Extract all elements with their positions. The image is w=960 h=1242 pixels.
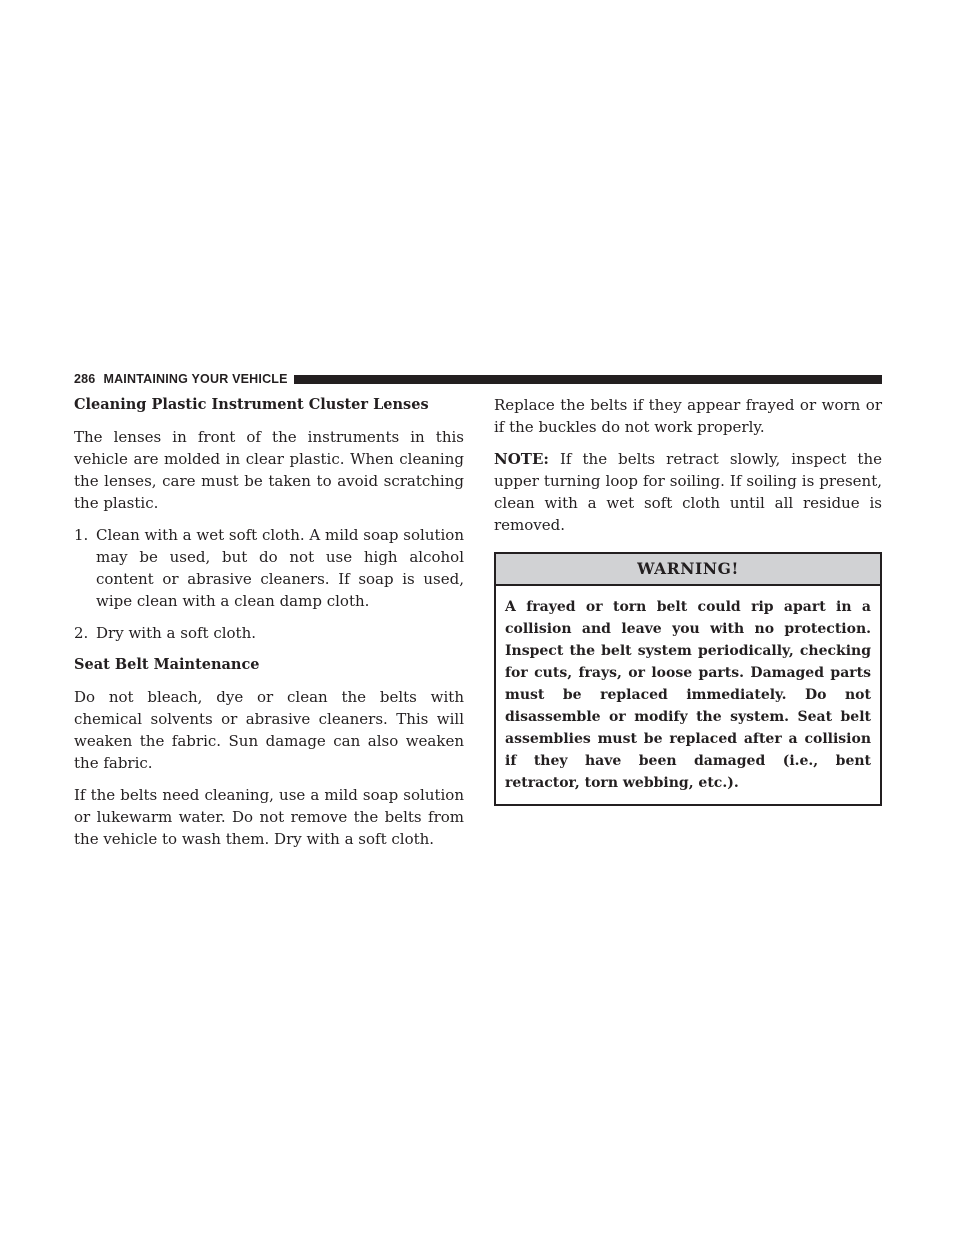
right-column [494, 394, 882, 806]
section-title: MAINTAINING YOUR VEHICLE [103, 372, 288, 386]
heading-cleaning-lenses: Cleaning Plastic Instrument Cluster Lenses [74, 396, 429, 413]
list-item-text: Clean with a wet soft cloth. A mild soap solution may be used, but do not use high alcohol content or abrasive cleaners. If soap is used, wipe clean with a clean damp cloth. [96, 526, 464, 610]
paragraph-cleaning-belts: If the belts need cleaning, use a mild soap solution or lukewarm water. Do not remove the belts from the vehicle to wash them. Dry with a soft cloth. [74, 786, 464, 848]
note-label: NOTE: [494, 450, 549, 468]
page-header [74, 372, 882, 386]
header-rule [294, 375, 882, 384]
list-item-text: Dry with a soft cloth. [96, 624, 257, 642]
left-column [74, 394, 464, 860]
warning-title: WARNING! [496, 554, 880, 586]
list-item [74, 524, 464, 612]
warning-box [494, 552, 882, 806]
note-paragraph [494, 448, 882, 536]
warning-text: A frayed or torn belt could rip apart in a collision and leave you with no protection. Inspect the belt system periodically, checking for cuts, frays, or loose parts. Damaged parts must be replaced immediately. Do not disassemble or modify the system. Seat belt assemblies must be replaced after a collision if they have been damaged (i.e., bent retractor, torn webbing, etc.). [505, 599, 871, 791]
paragraph-replace-belts: Replace the belts if they appear frayed or worn or if the buckles do not work properly. [494, 396, 882, 436]
note-text: If the belts retract slowly, inspect the upper turning loop for soiling. If soiling is present, clean with a wet soft cloth until all residue is removed. [494, 450, 882, 534]
list-item-number: 1. [74, 526, 89, 544]
list-item-number: 2. [74, 624, 89, 642]
paragraph-bleach: Do not bleach, dye or clean the belts with chemical solvents or abrasive cleaners. This will weaken the fabric. Sun damage can also weaken the fabric. [74, 688, 464, 772]
paragraph-lenses: The lenses in front of the instruments in this vehicle are molded in clear plastic. When cleaning the lenses, care must be taken to avoid scratching the plastic. [74, 428, 464, 512]
page-number: 286 [74, 372, 96, 386]
list-item [74, 622, 464, 644]
heading-seat-belt-maintenance: Seat Belt Maintenance [74, 656, 260, 673]
